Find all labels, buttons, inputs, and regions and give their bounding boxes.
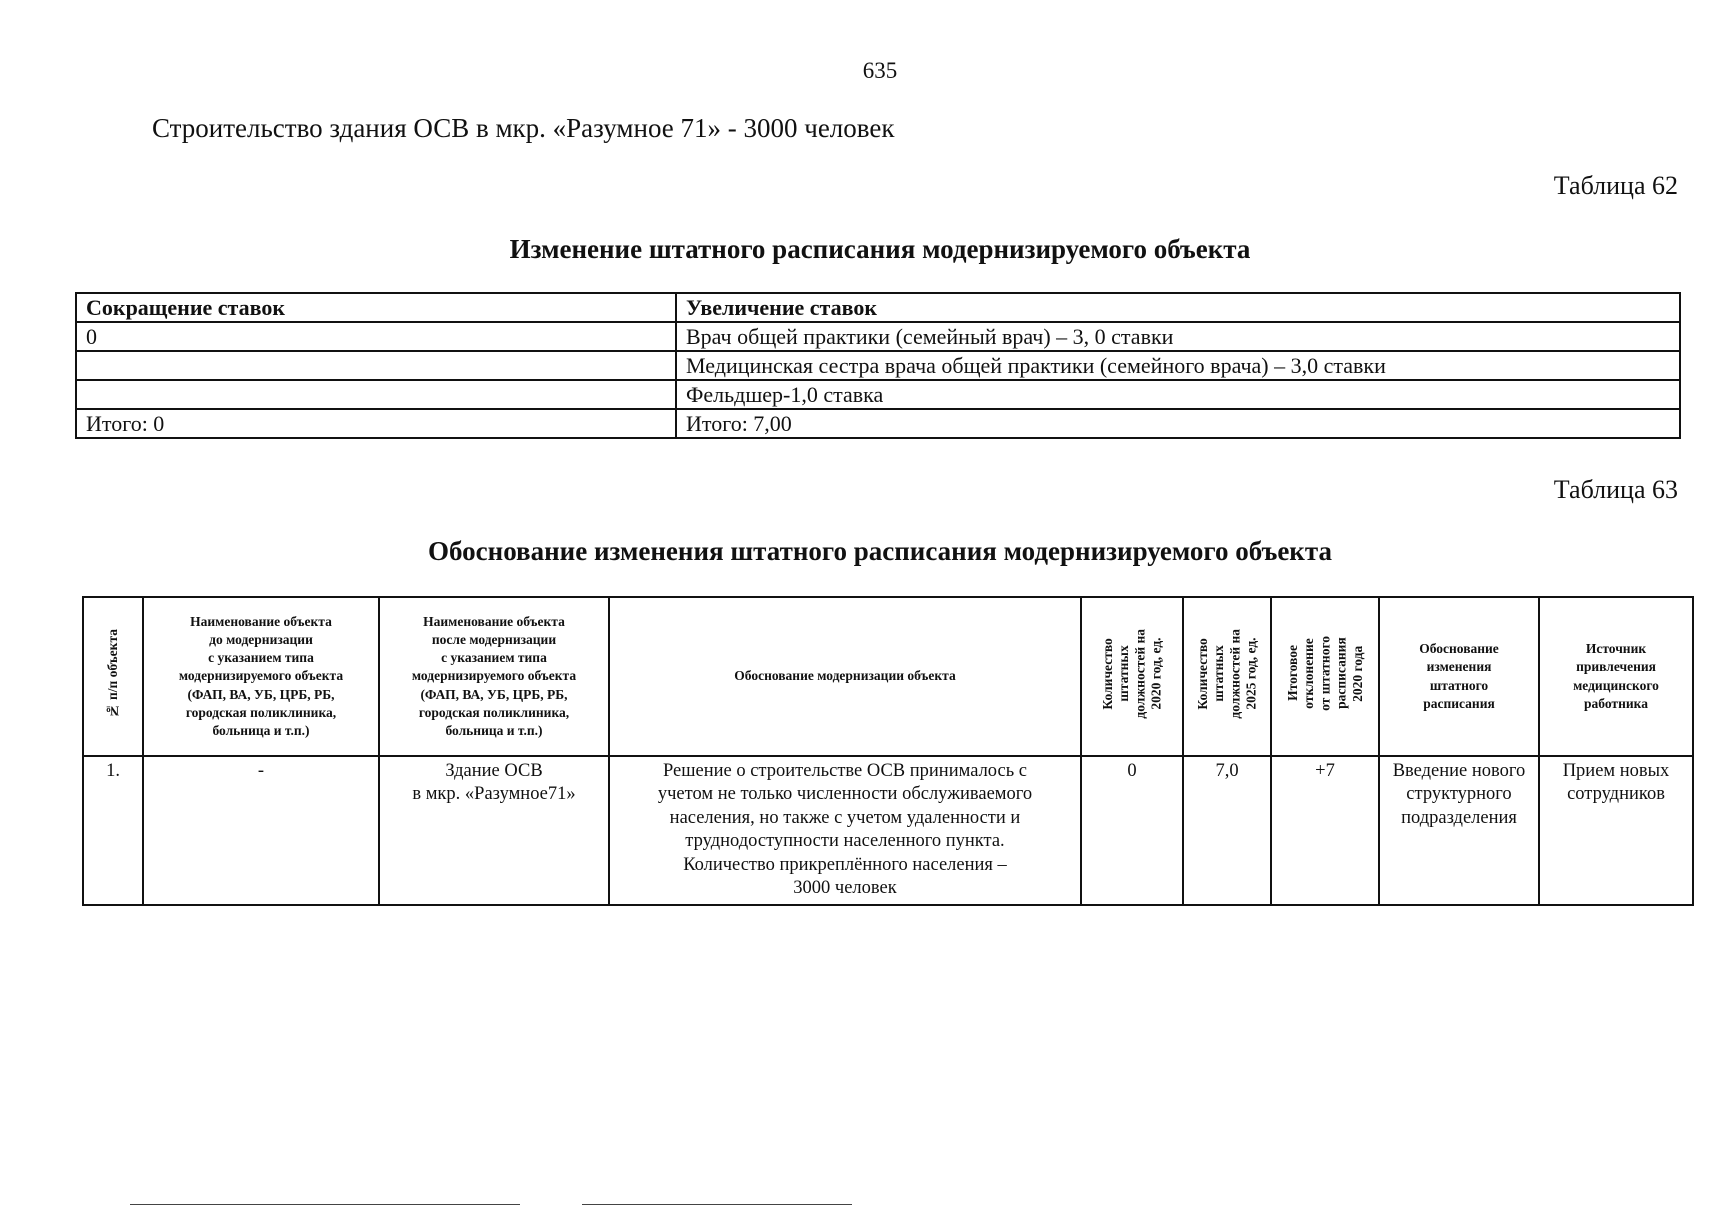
table-62-label: Таблица 62 [1553,171,1678,200]
table-63-label: Таблица 63 [1553,475,1678,504]
count-2025-cell: 7,0 [1183,756,1271,905]
reduction-cell [76,380,676,409]
column-header-count-2020: Количество штатных должностей на 2020 год, ед. [1081,597,1183,756]
column-header-staff-reason: Обоснование изменения штатного расписания [1379,597,1539,756]
table-row [76,380,1680,409]
increase-cell: Врач общей практики (семейный врач) – 3, 0 ставки [676,322,1680,351]
name-after-cell: Здание ОСВ в мкр. «Разумное71» [379,756,609,905]
table-header-row [76,293,1680,322]
row-number-cell: 1. [83,756,143,905]
column-header-source: Источник привлечения медицинского работника [1539,597,1693,756]
column-header-justification: Обоснование модернизации объекта [609,597,1081,756]
name-before-cell: - [143,756,379,905]
count-2020-cell: 0 [1081,756,1183,905]
column-header-deviation: Итоговое отклонение от штатного расписания 2020 года [1271,597,1379,756]
column-header-reduction: Сокращение ставок [76,293,676,322]
table-62-title: Изменение штатного расписания модернизируемого объекта [509,234,1251,264]
column-header-increase: Увеличение ставок [676,293,1680,322]
source-cell: Прием новых сотрудников [1539,756,1693,905]
reduction-total: Итого: 0 [76,409,676,438]
increase-cell: Медицинская сестра врача общей практики (семейного врача) – 3,0 ставки [676,351,1680,380]
increase-total: Итого: 7,00 [676,409,1680,438]
table-63-title: Обоснование изменения штатного расписания модернизируемого объекта [428,536,1332,566]
page-number: 635 [862,58,898,83]
deviation-cell: +7 [1271,756,1379,905]
table-total-row [76,409,1680,438]
column-header-name-before: Наименование объекта до модернизации с указанием типа модернизируемого объекта (ФАП, ВА, УБ, ЦРБ, РБ, городская поликлиника, больница и т.п.) [143,597,379,756]
table-row [76,322,1680,351]
document-heading: Строительство здания ОСВ в мкр. «Разумное 71» - 3000 человек [152,113,895,143]
table-row [83,756,1693,905]
staffing-justification-table [82,596,1694,906]
column-header-name-after: Наименование объекта после модернизации с указанием типа модернизируемого объекта (ФАП, ВА, УБ, ЦРБ, РБ, городская поликлиника, больница и т.п.) [379,597,609,756]
staffing-change-table [75,292,1681,439]
reduction-cell [76,351,676,380]
staff-reason-cell: Введение нового структурного подразделения [1379,756,1539,905]
reduction-cell: 0 [76,322,676,351]
increase-cell: Фельдшер-1,0 ставка [676,380,1680,409]
table-header-row [83,597,1693,756]
justification-cell: Решение о строительстве ОСВ принималось с учетом не только численности обслуживаемого населения, но также с учетом удаленности и труднодоступности населенного пункта. Количество прикреплённого населения – 3000 человек [609,756,1081,905]
table-row [76,351,1680,380]
column-header-number: № п/п объекта [83,597,143,756]
column-header-count-2025: Количество штатных должностей на 2025 год, ед. [1183,597,1271,756]
